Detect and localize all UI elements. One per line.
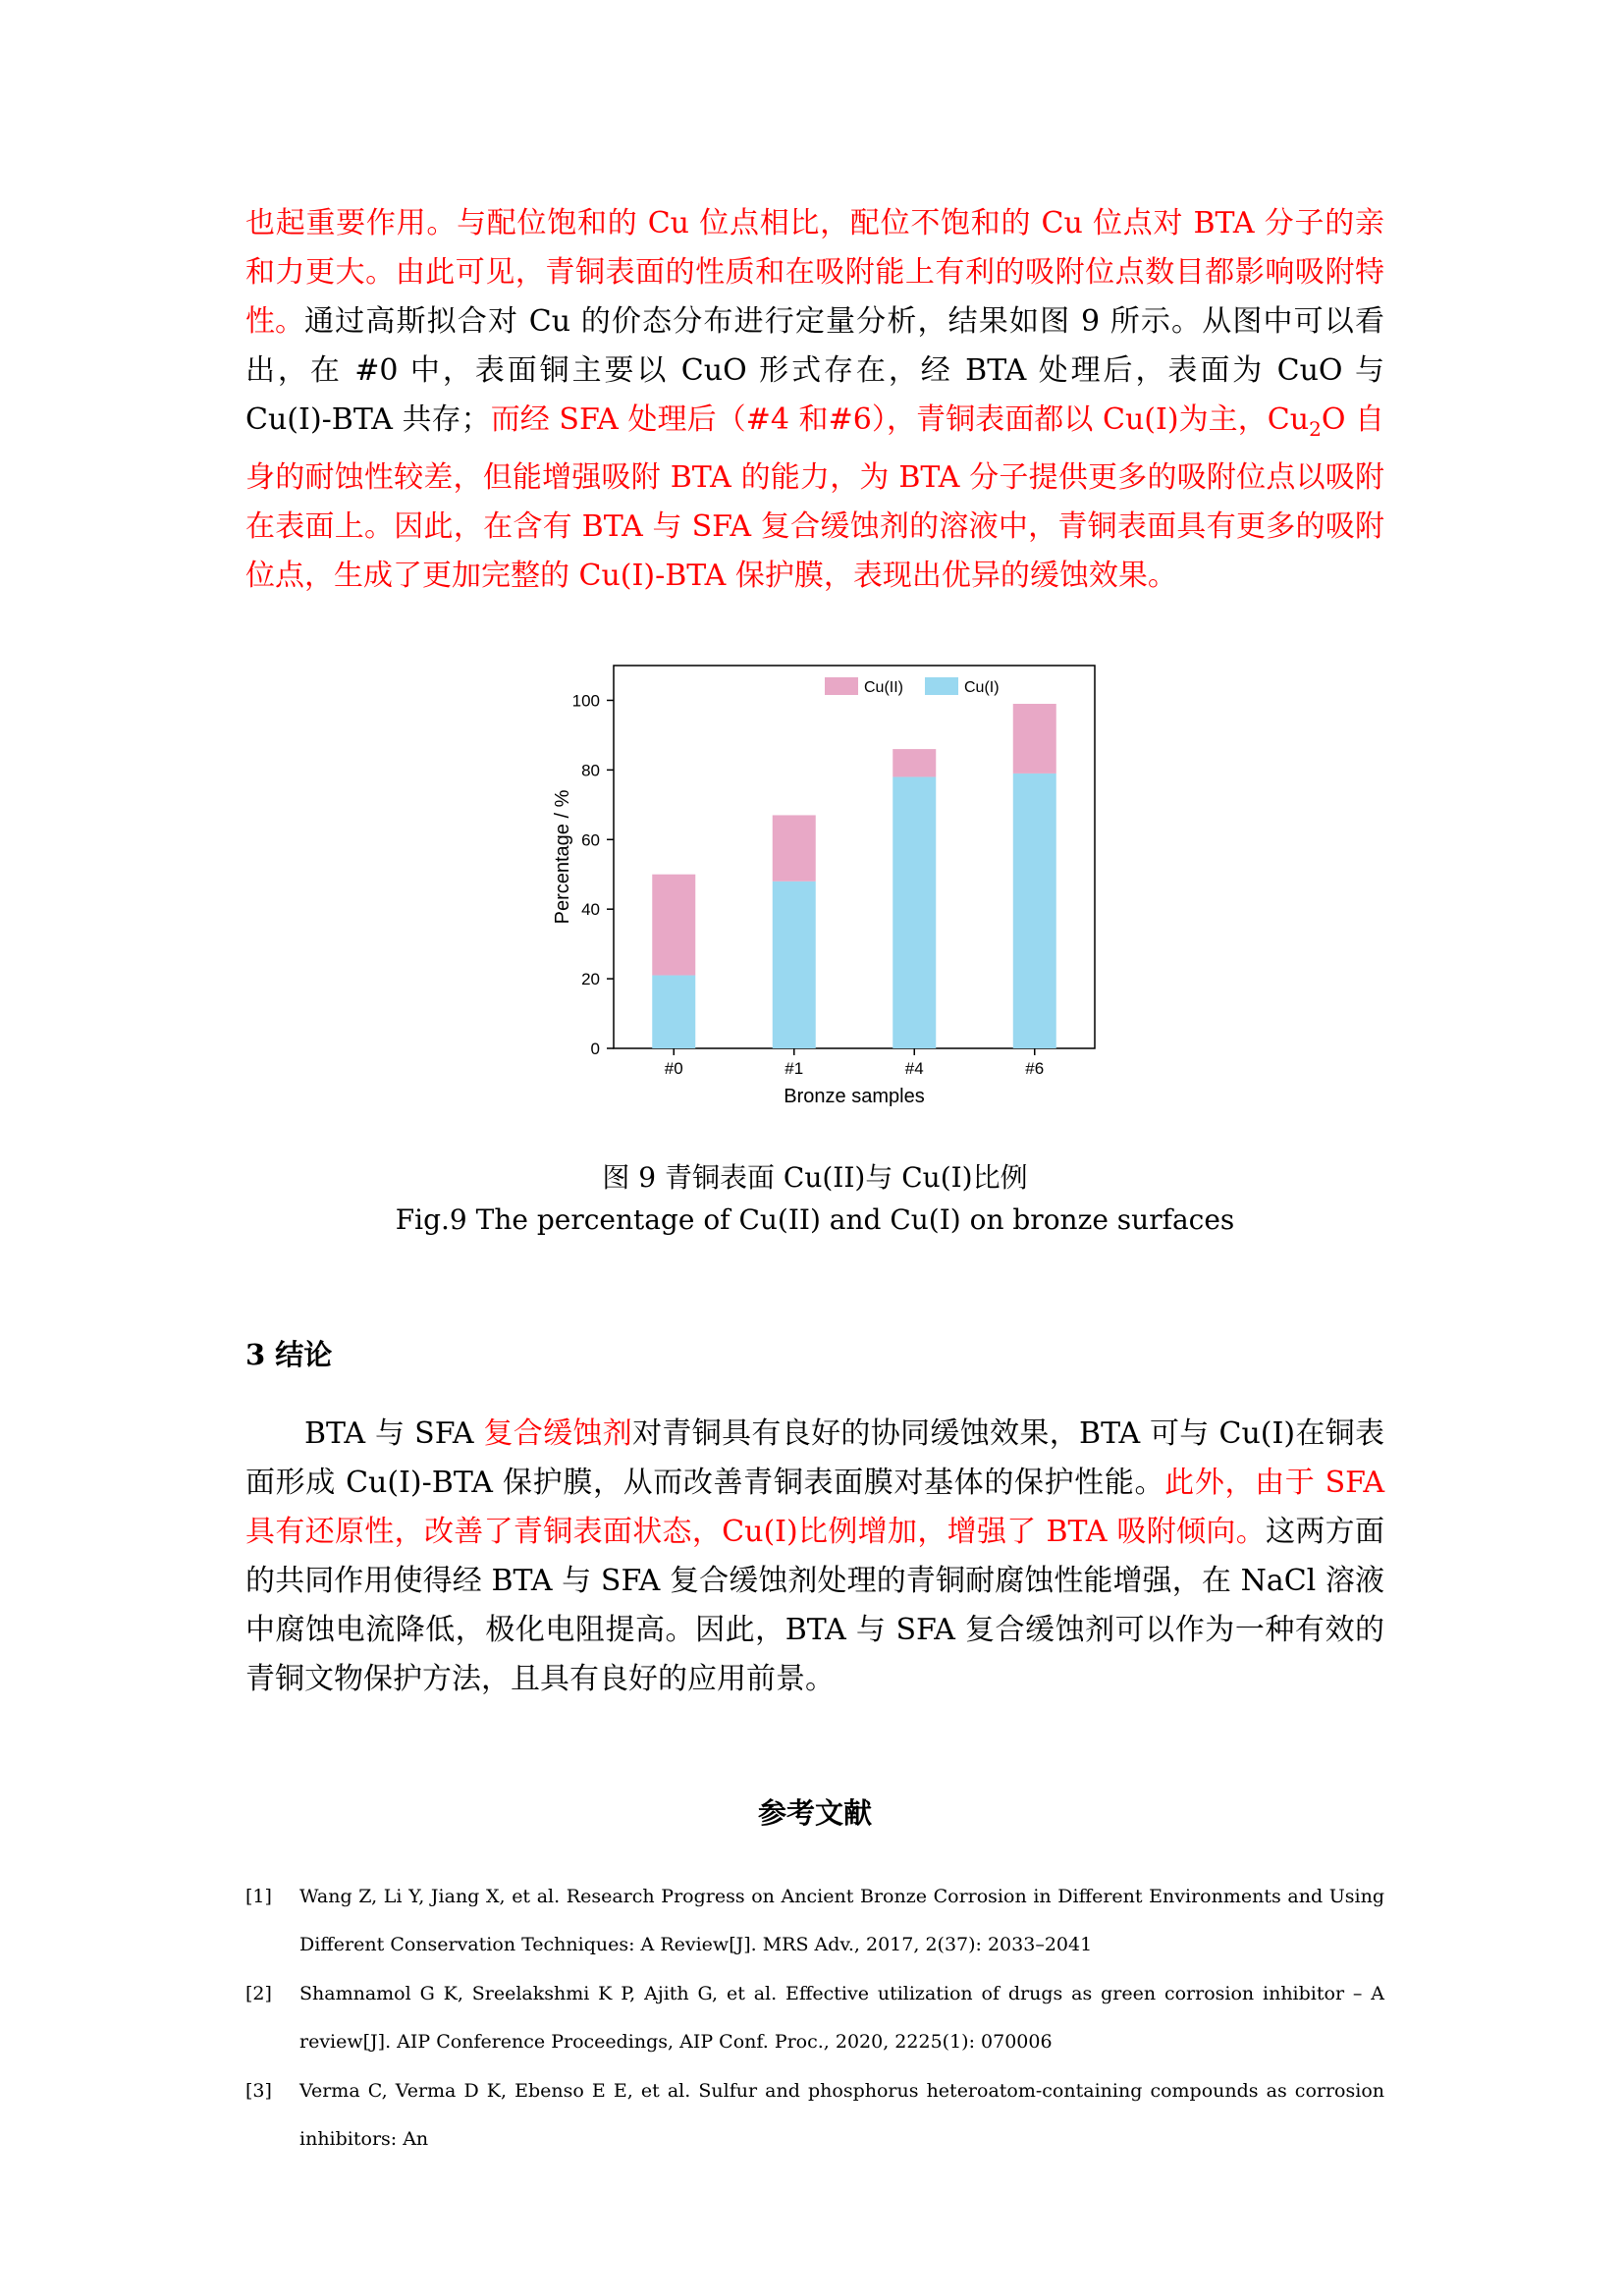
reference-item bbox=[245, 2067, 1384, 2163]
legend-swatch bbox=[925, 677, 958, 695]
figure-caption-cn: 图 9 青铜表面 Cu(II)与 Cu(I)比例 bbox=[602, 1161, 1028, 1194]
paragraph-text: 这两方面的共同作用使得经 BTA 与 SFA 复合缓蚀剂处理的青铜耐腐蚀性能增强，在 NaCl 溶液中腐蚀电流降低，极化电阻提高。因此，BTA 与 SFA 复合缓蚀剂可以作为一种有效的青铜文物保护方法，且具有良好的应用前景。 bbox=[245, 1515, 1385, 1696]
paragraph-quantitative-analysis bbox=[245, 297, 1384, 601]
paragraph-conclusion bbox=[245, 1410, 1384, 1704]
y-tick-label: 0 bbox=[590, 1040, 600, 1058]
reference-item bbox=[245, 1970, 1384, 2066]
reference-number: [2] bbox=[245, 1983, 272, 2004]
reference-number: [3] bbox=[245, 2080, 272, 2102]
paragraph-text: 通过高斯拟合对 Cu 的价态分布进行定量分析，结果如图 9 所示。从图中可以看出，在 #0 中，表面铜主要以 CuO 形式存在，经 BTA 处理后，表面为 CuO 与 Cu(Ⅰ)-BTA 共存； bbox=[245, 304, 1384, 437]
bar-Cu(I) bbox=[652, 976, 695, 1048]
highlighted-text-part: O 自身的耐蚀性较差，但能增强吸附 BTA 的能力，为 BTA 分子提供更多的吸附位点以吸附在表面上。因此，在含有 BTA 与 SFA 复合缓蚀剂的溶液中，青铜表面具有更多的吸附位点，生成了更加完整的 Cu(Ⅰ)-BTA 保护膜，表现出优异的缓蚀效果。 bbox=[245, 402, 1385, 593]
y-tick-label: 80 bbox=[581, 761, 600, 780]
reference-list bbox=[245, 1873, 1384, 2164]
x-tick-label: #6 bbox=[1025, 1059, 1045, 1078]
bar-Cu(I) bbox=[893, 776, 936, 1048]
references-heading: 参考文献 bbox=[757, 1796, 872, 1830]
subscript: 2 bbox=[1309, 417, 1322, 441]
reference-item bbox=[245, 1873, 1384, 1969]
y-tick-label: 40 bbox=[581, 900, 600, 920]
y-tick-label: 20 bbox=[581, 970, 600, 989]
reference-text: Shamnamol G K, Sreelakshmi K P, Ajith G, et al. Effective utilization of drugs as green corrosion inhibitor – A review[J]. AIP bbox=[299, 1983, 1384, 2053]
x-tick-label: #1 bbox=[784, 1059, 804, 1078]
paragraph-text: BTA 与 SFA bbox=[304, 1416, 484, 1451]
reference-text: Conservation Techniques: A Review[J]. MRS Adv., 2017, 2(37): 2033–2041 bbox=[390, 1934, 1093, 1955]
bar-Cu(II) bbox=[773, 815, 816, 881]
legend-label: Cu(I) bbox=[964, 679, 1000, 696]
highlighted-text: 复合缓蚀剂 bbox=[483, 1416, 633, 1451]
legend-swatch bbox=[825, 677, 858, 695]
paragraph-text: 对青铜具有良好的协同缓蚀效果，BTA 可与 Cu(I)在铜表面形成 Cu(I)-BTA 保护膜，从而改善青铜表面膜对基体的保护性能。 bbox=[245, 1416, 1385, 1500]
reference-text: Wang Z, Li Y, Jiang X, et al. Research Progress on Ancient Bronze Corrosion in Different Environments and Using Different bbox=[299, 1886, 1384, 1955]
bar-Cu(II) bbox=[893, 749, 936, 776]
bar-Cu(II) bbox=[652, 875, 695, 976]
reference-number: [1] bbox=[245, 1886, 272, 1907]
highlighted-text-part: 而经 SFA 处理后（#4 和#6），青铜表面都以 Cu(I)为主，Cu bbox=[490, 402, 1310, 437]
x-tick-label: #0 bbox=[664, 1059, 683, 1078]
y-tick-label: 60 bbox=[581, 830, 600, 850]
bar-Cu(I) bbox=[773, 881, 816, 1048]
x-tick-label: #4 bbox=[904, 1059, 924, 1078]
figure-caption-en: Fig.9 The percentage of Cu(II) and Cu(I) on bronze surfaces bbox=[395, 1203, 1235, 1236]
reference-text: Verma C, Verma D K, Ebenso E E, et al. Sulfur and phosphorus heteroatom-containing compounds as corrosion inhibitors: An bbox=[299, 2080, 1384, 2150]
highlighted-text: 此外，由于 SFA 具有还原性，改善了青铜表面状态，Cu(I)比例增加，增强了 BTA 吸附倾向。 bbox=[245, 1466, 1384, 1549]
reference-text: Conference Proceedings, AIP Conf. Proc., 2020, 2225(1): 070006 bbox=[436, 2031, 1053, 2053]
section-heading-conclusion: 3 结论 bbox=[245, 1338, 333, 1371]
bar-Cu(I) bbox=[1013, 774, 1056, 1048]
y-axis-label: Percentage / % bbox=[552, 789, 573, 925]
bar-Cu(II) bbox=[1013, 704, 1056, 774]
legend-label: Cu(II) bbox=[864, 679, 903, 696]
figure-9-stacked-bar-chart bbox=[545, 648, 1114, 1119]
y-tick-label: 100 bbox=[571, 691, 600, 711]
x-axis-label: Bronze samples bbox=[784, 1086, 925, 1107]
paragraph-continued: 也起重要作用。与配位饱和的 Cu 位点相比，配位不饱和的 Cu 位点对 BTA 分子的亲和力更大。由此可见，青铜表面的性质和在吸附能上有利的吸附位点数目都影响吸附特性。 bbox=[245, 206, 1384, 339]
